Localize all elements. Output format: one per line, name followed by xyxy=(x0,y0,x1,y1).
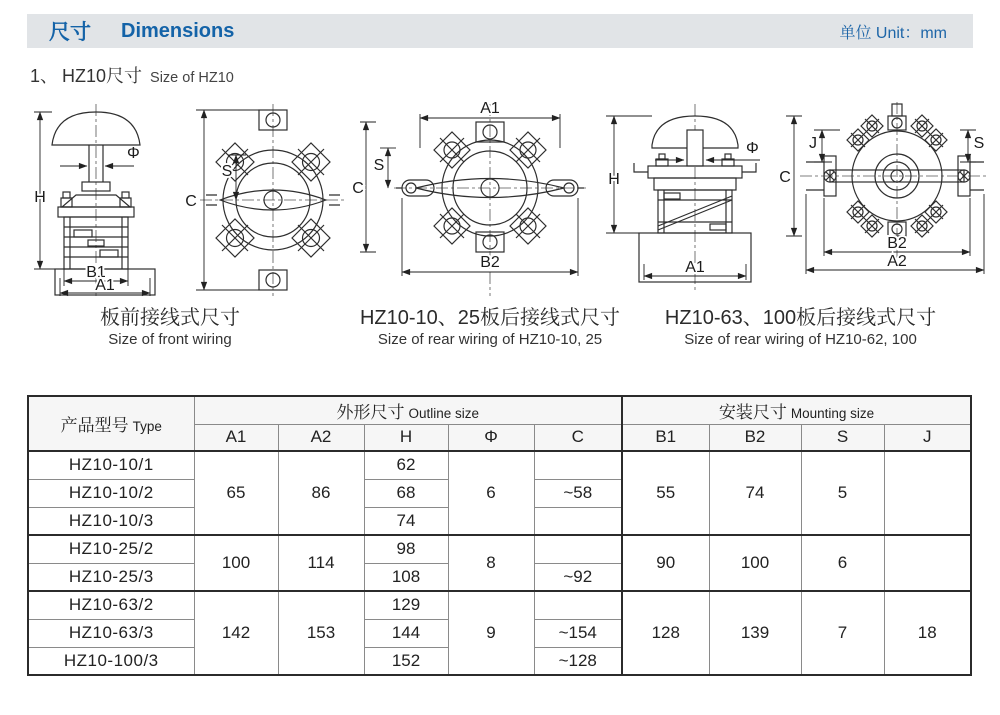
table-cell-c xyxy=(534,451,622,479)
page-title-zh: 尺寸 xyxy=(49,21,91,44)
outline-header-zh: 外形尺寸 xyxy=(336,402,405,422)
col-header-b1: B1 xyxy=(622,424,709,451)
table-cell-h: 152 xyxy=(364,647,448,675)
table-cell-c: ~128 xyxy=(534,647,622,675)
table-cell-b2: 100 xyxy=(709,535,801,591)
front-view xyxy=(352,100,586,296)
section-heading xyxy=(30,62,234,88)
mounting-size-group-header xyxy=(622,396,971,424)
table-cell-a1: 65 xyxy=(194,451,278,535)
table-cell-a2: 153 xyxy=(278,591,364,675)
table-cell-j xyxy=(884,535,971,591)
dimensions-table xyxy=(27,395,972,676)
col-header-b2: B2 xyxy=(709,424,801,451)
table-cell-h: 129 xyxy=(364,591,448,619)
dim-label-j: J xyxy=(809,135,817,152)
dim-label-c: C xyxy=(352,180,364,197)
col-header-j: J xyxy=(884,424,971,451)
figure2-caption xyxy=(335,306,645,350)
row-type-cell: HZ10-25/2 xyxy=(28,535,194,563)
dim-label-s: S xyxy=(973,135,985,152)
table-cell-c: ~92 xyxy=(534,563,622,591)
col-header-s: S xyxy=(801,424,884,451)
table-cell-h: 98 xyxy=(364,535,448,563)
table-cell-s: 7 xyxy=(801,591,884,675)
figure3-caption-en: Size of rear wiring of HZ10-62, 100 xyxy=(684,331,917,348)
dim-label-b2: B2 xyxy=(887,235,907,252)
table-cell-j: 18 xyxy=(884,591,971,675)
figure3-caption-zh: HZ10-63、100板后接线式尺寸 xyxy=(664,307,937,329)
table-cell-c xyxy=(534,507,622,535)
dim-label-c: C xyxy=(779,169,791,186)
figure-front-wiring-drawing xyxy=(30,100,348,300)
dim-label-b1: B1 xyxy=(86,264,106,281)
dim-label-h: H xyxy=(34,189,46,206)
table-cell-c xyxy=(534,535,622,563)
table-cell-a2: 86 xyxy=(278,451,364,535)
page-title-en: Dimensions xyxy=(121,19,235,42)
mounting-header-en: Mounting size xyxy=(790,405,875,421)
dim-label-phi: Φ xyxy=(746,140,759,157)
figure2-caption-zh: HZ10-10、25板后接线式尺寸 xyxy=(359,307,621,329)
mounting-header-zh: 安装尺寸 xyxy=(718,402,787,422)
figure1-caption-zh: 板前接线式尺寸 xyxy=(100,307,240,329)
table-cell-j xyxy=(884,451,971,535)
dim-label-c: C xyxy=(185,193,197,210)
figure1-caption xyxy=(40,306,300,350)
table-cell-b2: 139 xyxy=(709,591,801,675)
dim-label-phi: Φ xyxy=(127,145,140,162)
outline-header-en: Outline size xyxy=(408,405,480,421)
front-view xyxy=(779,102,986,274)
dim-label-a1: A1 xyxy=(480,100,500,117)
table-cell-c: ~154 xyxy=(534,619,622,647)
side-view xyxy=(606,104,760,290)
table-cell-h: 74 xyxy=(364,507,448,535)
table-cell-a2: 114 xyxy=(278,535,364,591)
table-cell-a1: 142 xyxy=(194,591,278,675)
title-bar xyxy=(27,14,973,48)
type-header-en: Type xyxy=(132,419,162,434)
row-type-cell: HZ10-63/3 xyxy=(28,619,194,647)
dim-label-b2: B2 xyxy=(480,254,500,271)
type-column-header xyxy=(28,396,194,451)
col-header-phi: Φ xyxy=(448,424,534,451)
table-cell-phi: 6 xyxy=(448,451,534,535)
col-header-a1: A1 xyxy=(194,424,278,451)
unit-label: 单位 Unit：mm xyxy=(839,24,947,42)
dim-label-a1: A1 xyxy=(95,277,115,294)
table-cell-c xyxy=(534,591,622,619)
table-cell-h: 68 xyxy=(364,479,448,507)
table-cell-b2: 74 xyxy=(709,451,801,535)
table-cell-b1: 55 xyxy=(622,451,709,535)
table-cell-phi: 9 xyxy=(448,591,534,675)
figure-rear-wiring-63-100-drawing xyxy=(600,100,990,300)
dim-label-a1: A1 xyxy=(685,259,705,276)
side-view xyxy=(34,104,155,296)
front-view xyxy=(185,104,346,296)
table-cell-h: 62 xyxy=(364,451,448,479)
row-type-cell: HZ10-63/2 xyxy=(28,591,194,619)
outline-size-group-header xyxy=(194,396,622,424)
figure2-caption-en: Size of rear wiring of HZ10-10, 25 xyxy=(377,331,603,348)
table-cell-s: 6 xyxy=(801,535,884,591)
col-header-c: C xyxy=(534,424,622,451)
type-header-zh: 产品型号 xyxy=(60,416,129,435)
section-title-zh: HZ10尺寸 xyxy=(62,66,143,86)
section-number: 1、 xyxy=(30,66,59,86)
col-header-a2: A2 xyxy=(278,424,364,451)
table-cell-a1: 100 xyxy=(194,535,278,591)
dim-label-s: S xyxy=(373,157,385,174)
figure1-caption-en: Size of front wiring xyxy=(108,331,232,348)
row-type-cell: HZ10-100/3 xyxy=(28,647,194,675)
table-cell-b1: 90 xyxy=(622,535,709,591)
table-cell-c: ~58 xyxy=(534,479,622,507)
table-cell-b1: 128 xyxy=(622,591,709,675)
row-type-cell: HZ10-10/2 xyxy=(28,479,194,507)
col-header-h: H xyxy=(364,424,448,451)
table-cell-h: 144 xyxy=(364,619,448,647)
table-cell-h: 108 xyxy=(364,563,448,591)
section-title-en: Size of HZ10 xyxy=(150,70,234,86)
figure3-caption xyxy=(628,306,973,350)
row-type-cell: HZ10-25/3 xyxy=(28,563,194,591)
dim-label-h: H xyxy=(608,171,620,188)
row-type-cell: HZ10-10/3 xyxy=(28,507,194,535)
row-type-cell: HZ10-10/1 xyxy=(28,451,194,479)
dim-label-a2: A2 xyxy=(887,253,907,270)
table-cell-s: 5 xyxy=(801,451,884,535)
table-cell-phi: 8 xyxy=(448,535,534,591)
dim-label-s: S xyxy=(221,163,233,180)
